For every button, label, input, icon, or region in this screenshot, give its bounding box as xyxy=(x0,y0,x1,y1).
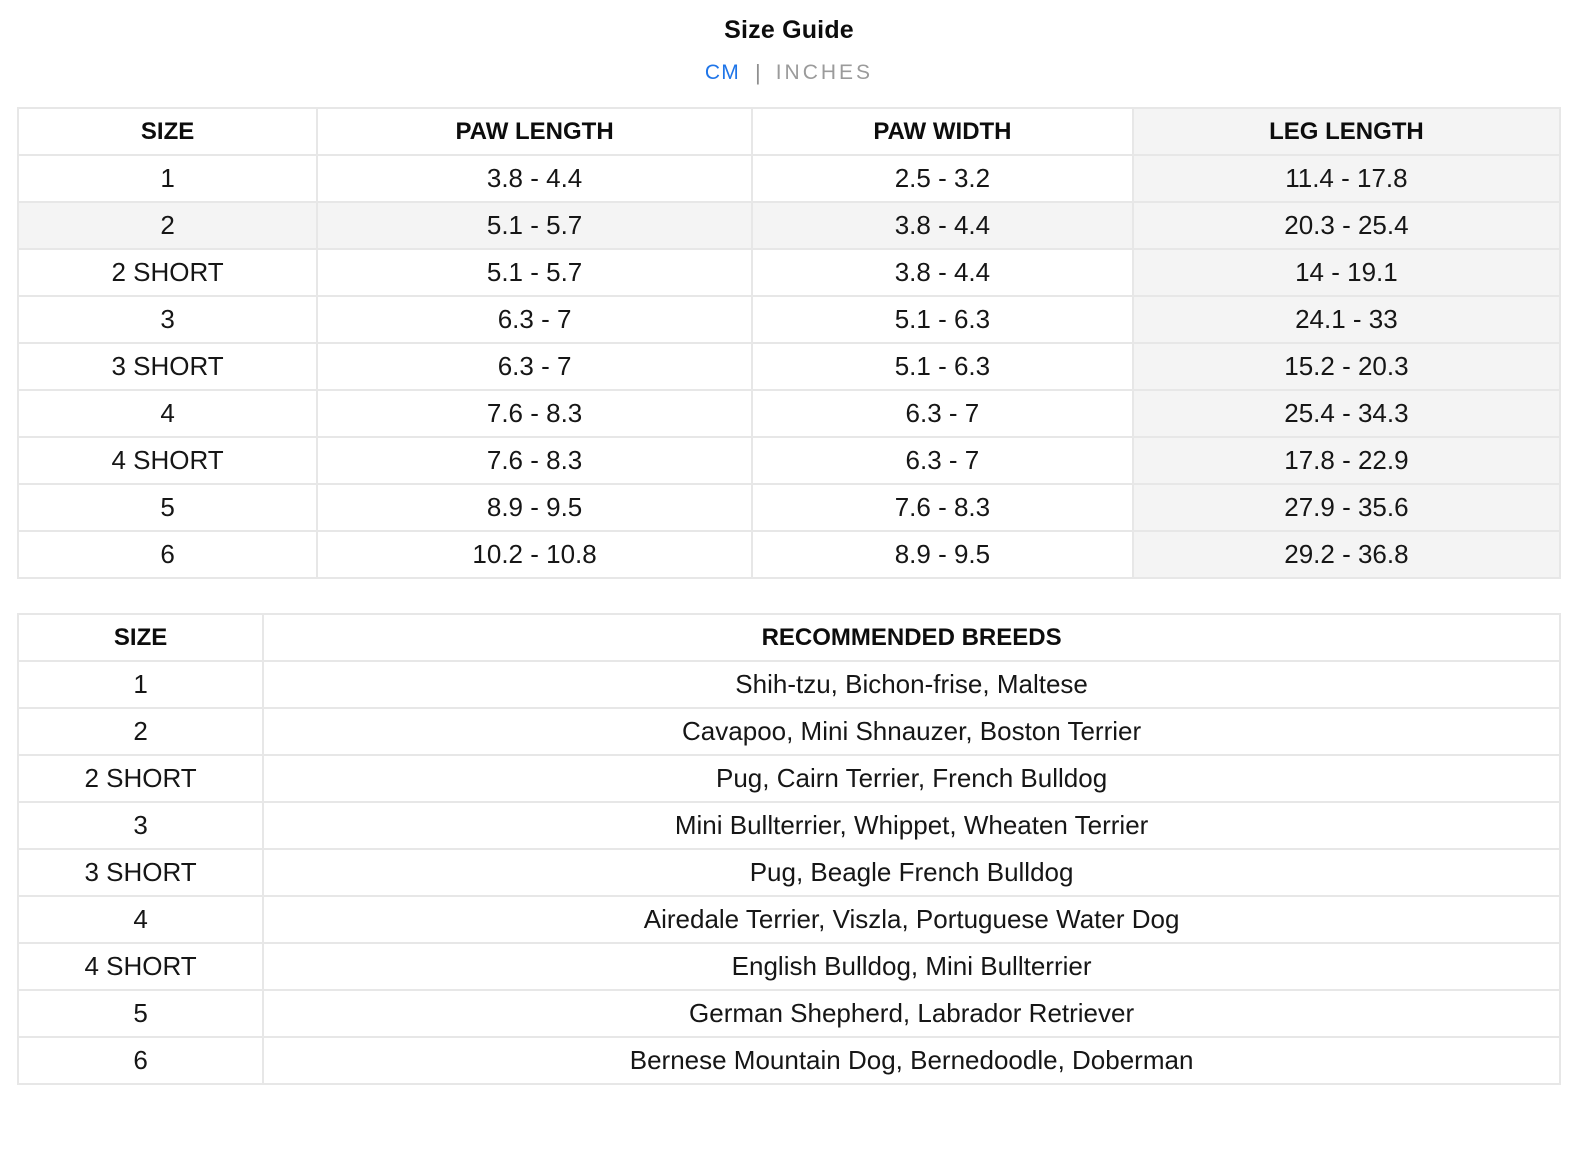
unit-toggle xyxy=(0,59,1578,87)
size-cell: 6 xyxy=(18,1037,263,1084)
paw-width-cell: 6.3 - 7 xyxy=(752,390,1133,437)
size-cell: 3 SHORT xyxy=(18,849,263,896)
table-row xyxy=(18,484,1560,531)
breeds-cell: Mini Bullterrier, Whippet, Wheaten Terrier xyxy=(263,802,1560,849)
size-cell: 2 xyxy=(18,202,317,249)
paw-width-cell: 6.3 - 7 xyxy=(752,437,1133,484)
header-size: SIZE xyxy=(18,614,263,661)
table-row xyxy=(18,343,1560,390)
paw-length-cell: 5.1 - 5.7 xyxy=(317,202,752,249)
size-cell: 4 xyxy=(18,390,317,437)
unit-cm-button[interactable]: CM xyxy=(704,61,740,84)
leg-length-cell: 15.2 - 20.3 xyxy=(1133,343,1560,390)
leg-length-cell: 14 - 19.1 xyxy=(1133,249,1560,296)
page-title: Size Guide xyxy=(724,16,854,44)
leg-length-cell: 25.4 - 34.3 xyxy=(1133,390,1560,437)
paw-length-cell: 5.1 - 5.7 xyxy=(317,249,752,296)
unit-toggle-divider: | xyxy=(754,60,761,85)
size-table-header-row xyxy=(18,108,1560,155)
leg-length-cell: 11.4 - 17.8 xyxy=(1133,155,1560,202)
size-cell: 1 xyxy=(18,661,263,708)
paw-length-cell: 6.3 - 7 xyxy=(317,343,752,390)
paw-width-cell: 5.1 - 6.3 xyxy=(752,296,1133,343)
size-cell: 2 SHORT xyxy=(18,249,317,296)
header-paw-length: PAW LENGTH xyxy=(317,108,752,155)
table-row xyxy=(18,437,1560,484)
leg-length-cell: 27.9 - 35.6 xyxy=(1133,484,1560,531)
table-row xyxy=(18,896,1560,943)
breeds-cell: Airedale Terrier, Viszla, Portuguese Water Dog xyxy=(263,896,1560,943)
breeds-cell: Pug, Cairn Terrier, French Bulldog xyxy=(263,755,1560,802)
size-cell: 2 SHORT xyxy=(18,755,263,802)
paw-width-cell: 5.1 - 6.3 xyxy=(752,343,1133,390)
table-row xyxy=(18,1037,1560,1084)
table-row xyxy=(18,990,1560,1037)
paw-length-cell: 7.6 - 8.3 xyxy=(317,390,752,437)
size-measurements-table xyxy=(17,107,1561,579)
tables-container xyxy=(0,107,1578,1085)
table-row xyxy=(18,531,1560,578)
paw-width-cell: 2.5 - 3.2 xyxy=(752,155,1133,202)
recommended-breeds-table xyxy=(17,613,1561,1085)
breeds-cell: Shih-tzu, Bichon-frise, Maltese xyxy=(263,661,1560,708)
breeds-cell: Bernese Mountain Dog, Bernedoodle, Doberman xyxy=(263,1037,1560,1084)
table-row xyxy=(18,249,1560,296)
table-row xyxy=(18,802,1560,849)
paw-width-cell: 8.9 - 9.5 xyxy=(752,531,1133,578)
header-leg-length: LEG LENGTH xyxy=(1133,108,1560,155)
size-cell: 2 xyxy=(18,708,263,755)
table-row xyxy=(18,708,1560,755)
paw-width-cell: 3.8 - 4.4 xyxy=(752,202,1133,249)
breeds-cell: English Bulldog, Mini Bullterrier xyxy=(263,943,1560,990)
table-row xyxy=(18,755,1560,802)
table-row xyxy=(18,943,1560,990)
size-cell: 1 xyxy=(18,155,317,202)
leg-length-cell: 29.2 - 36.8 xyxy=(1133,531,1560,578)
breeds-cell: Pug, Beagle French Bulldog xyxy=(263,849,1560,896)
leg-length-cell: 24.1 - 33 xyxy=(1133,296,1560,343)
paw-length-cell: 3.8 - 4.4 xyxy=(317,155,752,202)
leg-length-cell: 20.3 - 25.4 xyxy=(1133,202,1560,249)
table-row xyxy=(18,155,1560,202)
size-cell: 5 xyxy=(18,484,317,531)
breeds-cell: Cavapoo, Mini Shnauzer, Boston Terrier xyxy=(263,708,1560,755)
header-recommended-breeds: RECOMMENDED BREEDS xyxy=(263,614,1560,661)
size-cell: 5 xyxy=(18,990,263,1037)
table-row xyxy=(18,202,1560,249)
paw-width-cell: 3.8 - 4.4 xyxy=(752,249,1133,296)
paw-length-cell: 8.9 - 9.5 xyxy=(317,484,752,531)
paw-length-cell: 10.2 - 10.8 xyxy=(317,531,752,578)
size-cell: 3 xyxy=(18,802,263,849)
paw-length-cell: 7.6 - 8.3 xyxy=(317,437,752,484)
unit-inches-button[interactable]: INCHES xyxy=(775,61,874,84)
breeds-table-header-row xyxy=(18,614,1560,661)
table-row xyxy=(18,661,1560,708)
size-cell: 4 SHORT xyxy=(18,943,263,990)
table-row xyxy=(18,390,1560,437)
size-cell: 6 xyxy=(18,531,317,578)
header-paw-width: PAW WIDTH xyxy=(752,108,1133,155)
size-cell: 4 SHORT xyxy=(18,437,317,484)
size-cell: 3 SHORT xyxy=(18,343,317,390)
table-row xyxy=(18,849,1560,896)
paw-length-cell: 6.3 - 7 xyxy=(317,296,752,343)
size-cell: 3 xyxy=(18,296,317,343)
paw-width-cell: 7.6 - 8.3 xyxy=(752,484,1133,531)
size-cell: 4 xyxy=(18,896,263,943)
leg-length-cell: 17.8 - 22.9 xyxy=(1133,437,1560,484)
table-row xyxy=(18,296,1560,343)
header-size: SIZE xyxy=(18,108,317,155)
breeds-cell: German Shepherd, Labrador Retriever xyxy=(263,990,1560,1037)
